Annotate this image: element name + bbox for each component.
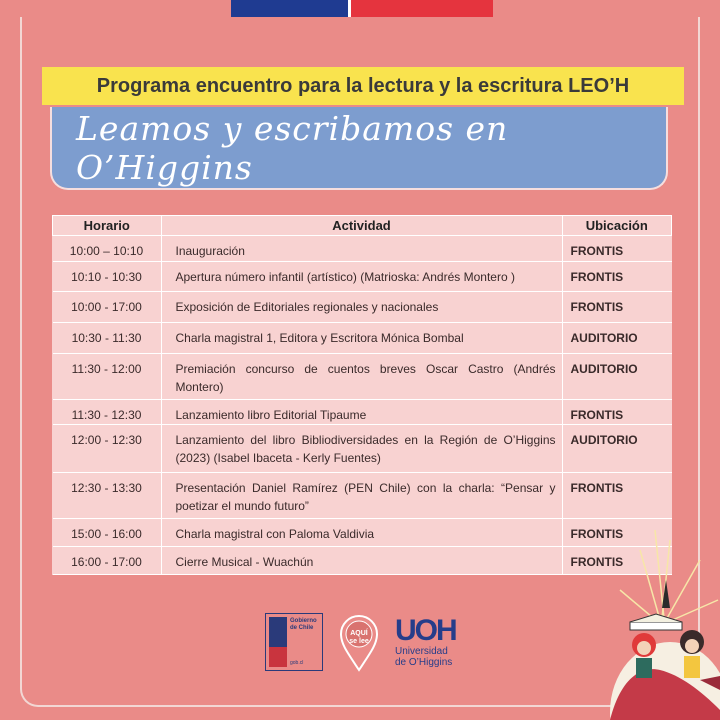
row-activity: Lanzamiento libro Editorial Tipaume [161, 400, 562, 425]
row-time: 10:00 – 10:10 [53, 236, 162, 262]
sponsor-logos [265, 612, 456, 672]
row-activity: Charla magistral 1, Editora y Escritora Mónica Bombal [161, 323, 562, 354]
uoh-line2: de O’Higgins [395, 657, 453, 668]
gobierno-de-chile-logo [265, 613, 323, 671]
table-header-row [53, 216, 672, 236]
gob-line2: de Chile [290, 625, 314, 631]
row-activity: Charla magistral con Paloma Valdivia [161, 519, 562, 547]
table-row [53, 547, 672, 575]
row-time: 12:30 - 13:30 [53, 473, 162, 519]
table-row [53, 519, 672, 547]
row-location: AUDITORIO [562, 323, 672, 354]
row-time: 12:00 - 12:30 [53, 425, 162, 473]
row-time: 15:00 - 16:00 [53, 519, 162, 547]
illustration-children-reading [600, 480, 720, 720]
row-activity: Presentación Daniel Ramírez (PEN Chile) con la charla: “Pensar y poetizar el mundo futuro” [161, 473, 562, 519]
table-row [53, 425, 672, 473]
page-title: Leamos y escribamos en O’Higgins [76, 108, 509, 187]
header-time: Horario [53, 216, 162, 236]
header-location: Ubicación [562, 216, 672, 236]
row-activity: Lanzamiento del libro Bibliodiversidades en la Región de O’Higgins (2023) (Isabel Ibaceta - Kerly Fuentes) [161, 425, 562, 473]
row-time: 11:30 - 12:00 [53, 354, 162, 400]
table-row [53, 323, 672, 354]
title-box [50, 107, 668, 190]
table-row [53, 473, 672, 519]
row-time: 11:30 - 12:30 [53, 400, 162, 425]
schedule-table [52, 215, 672, 575]
row-activity: Exposición de Editoriales regionales y nacionales [161, 292, 562, 323]
row-location: FRONTIS [562, 292, 672, 323]
row-activity: Cierre Musical - Wuachún [161, 547, 562, 575]
aqui-line2: se lee [349, 638, 369, 645]
row-location: FRONTIS [562, 236, 672, 262]
program-banner: Programa encuentro para la lectura y la escritura LEO’H [42, 67, 684, 105]
table-row [53, 292, 672, 323]
uoh-logo [395, 616, 456, 668]
table-row [53, 354, 672, 400]
row-time: 10:10 - 10:30 [53, 262, 162, 292]
row-activity: Premiación concurso de cuentos breves Oscar Castro (Andrés Montero) [161, 354, 562, 400]
row-location: FRONTIS [562, 473, 672, 519]
row-activity: Apertura número infantil (artístico) (Matrioska: Andrés Montero ) [161, 262, 562, 292]
table-row [53, 400, 672, 425]
row-time: 10:00 - 17:00 [53, 292, 162, 323]
row-time: 16:00 - 17:00 [53, 547, 162, 575]
row-location: FRONTIS [562, 547, 672, 575]
row-time: 10:30 - 11:30 [53, 323, 162, 354]
row-location: FRONTIS [562, 519, 672, 547]
gob-site: gob.cl [290, 660, 304, 666]
row-location: AUDITORIO [562, 354, 672, 400]
table-row [53, 236, 672, 262]
gob-line1: Gobierno [290, 618, 317, 624]
row-location: AUDITORIO [562, 425, 672, 473]
uoh-line1: Universidad [395, 646, 448, 657]
header-activity: Actividad [161, 216, 562, 236]
table-row [53, 262, 672, 292]
row-location: FRONTIS [562, 400, 672, 425]
row-activity: Inauguración [161, 236, 562, 262]
flag-stripe [231, 0, 493, 17]
row-location: FRONTIS [562, 262, 672, 292]
uoh-mark: UOH [395, 614, 456, 647]
aqui-se-lee-logo [337, 612, 381, 672]
aqui-line1: AQUÍ [350, 630, 368, 637]
